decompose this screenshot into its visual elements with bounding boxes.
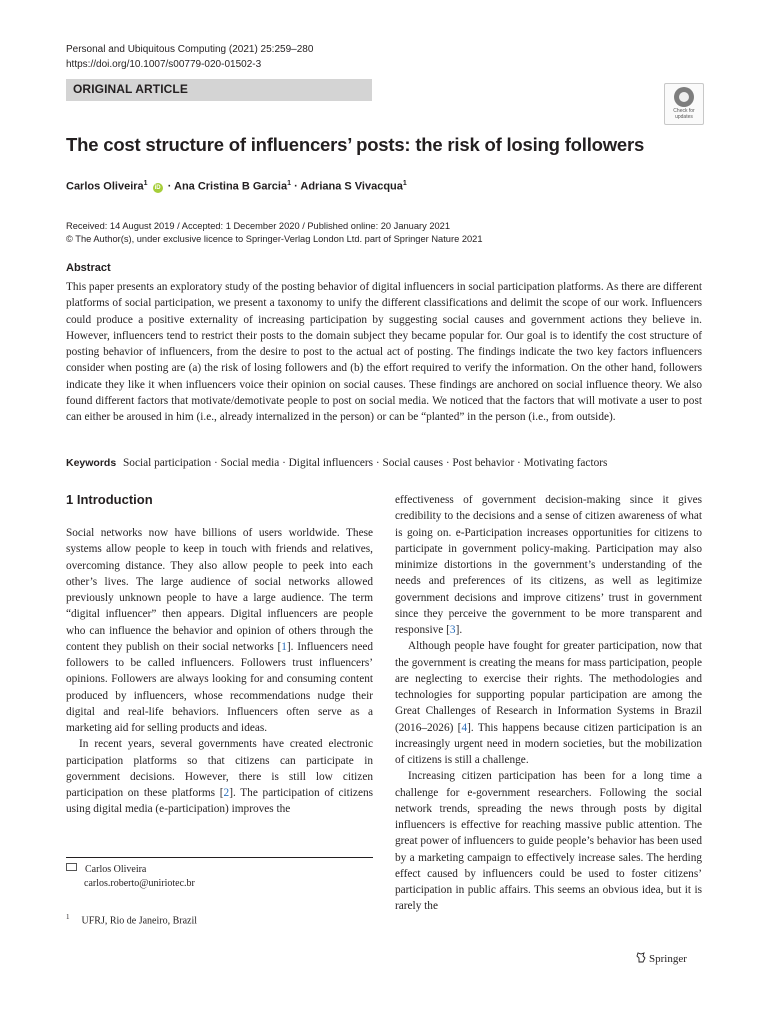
crossmark-icon[interactable]	[664, 83, 704, 125]
body-paragraph: In recent years, several governments have created electronic participation platforms so that citizens can participate in government decisions. However, there is still low citizen participation on these platforms [2]. The participation of citizens using digital media (e-participation) improves the	[66, 738, 373, 816]
body-paragraph: Although people have fought for greater participation, now that the government is creating the means for mass participation, people are neglecting to exercise their rights. The methodologies and technologies for supporting popular participation are among the Great Challenges of Research in Information Systems in Brazil (2016–2026) [4]. This happens because citizen participation is an increasingly urgent need in modern societies, but the mobilization of citizens is still a challenge.	[395, 640, 702, 766]
author-name[interactable]: Ana Cristina B Garcia	[174, 180, 288, 193]
author-name[interactable]: Carlos Oliveira	[66, 180, 144, 193]
keywords-heading: Keywords	[66, 457, 117, 469]
citation-link[interactable]: 1	[281, 640, 287, 653]
publisher-logo	[636, 952, 687, 965]
author-list	[66, 180, 407, 193]
paper-title: The cost structure of influencers’ posts: the risk of losing followers	[66, 134, 645, 155]
citation-link[interactable]: 4	[461, 721, 468, 734]
affiliation-text: UFRJ, Rio de Janeiro, Brazil	[81, 915, 198, 927]
keywords-text: Social participation · Social media · Digital influencers · Social causes · Post behavior · Motivating factors	[123, 457, 608, 469]
publisher-name: Springer	[649, 953, 687, 965]
copyright-line: © The Author(s), under exclusive licence to Springer-Verlag London Ltd. part of Springer Nature 2021	[66, 234, 483, 244]
body-paragraph: effectiveness of government decision-making since it gives credibility to the decisions and a sense of citizen awareness of what is going on. e-Participation increases opportunities for citizens to participate in government policy-making. Participation may also minimize distortions in the government’s understanding of the needs and preferences of its citizens, as well as legitimize government decisions and improve citizens’ trust in government since they perceive the government to be more transparent and responsive [3].	[395, 494, 702, 636]
envelope-icon	[66, 863, 77, 871]
corresponding-author-note	[66, 863, 195, 891]
crossmark-badge	[674, 87, 694, 107]
author-affil: 1	[287, 180, 291, 187]
body-column-left	[66, 525, 373, 818]
body-column-right	[395, 492, 702, 915]
orcid-icon[interactable]: iD	[154, 184, 161, 191]
date-history: Received: 14 August 2019 / Accepted: 1 December 2020 / Published online: 20 January 2021	[66, 221, 451, 231]
doi-link[interactable]: https://doi.org/10.1007/s00779-020-01502-3	[66, 59, 262, 70]
body-paragraph: Social networks now have billions of users worldwide. These systems allow people to keep in touch with friends and relatives, overcoming distance. They also allow people to peek into each other’s lives. The large audience of social networks allowed previously unknown people to have a large audience. The term “digital influencer” then appears. Digital influencers are people who can influence the behavior and opinion of others through the content they publish on their social networks [1]. Influencers need followers to be called influencers. Followers trust influencers’ opinions. Followers are always looking for and consuming content produced by influencers, whose recommendations nudge their digital and real-life behaviors. Influencers often serve as a marketing aid for selling products and ideas.	[66, 527, 374, 734]
citation-link[interactable]: 2	[223, 787, 230, 799]
footnote-divider	[66, 857, 373, 858]
publication-dates	[66, 220, 483, 246]
author-affil: 1	[402, 180, 407, 187]
contact-email[interactable]: carlos.roberto@uniriotec.br	[84, 878, 195, 889]
article-type-banner	[66, 79, 372, 101]
crossmark-label-line1: Check for	[673, 108, 695, 114]
author-separator: ·	[294, 180, 301, 193]
abstract-text: This paper presents an exploratory study of the posting behavior of digital influencers in social participation platforms. As there are different platforms of social participation, we present a taxonomy to unify the different classifications and delimit the scope of our work. Influencers could produce a positive externality of increasing participation by suggesting social causes and government actions they believe in. However, influencers tend to restrict their posts to the domain subject they became popular for. Our goal is to identify the cost structure of posting behavior of influencers, from the desire to post to the actual act of posting. The findings indicate the two key factors influencers consider when posting are (a) the risk of losing followers and (b) the effort required to verify the information. On the other hand, followers indicate they like it when influencers voice their opinion on social causes. These findings are anchored on social influence theory. We also found different factors that motivate/demotivate people to post on social media. We noticed that the factors that will motivate a user to post can either be aroused in him (i.e., already internalized in the person) or can be “planted” in the person (i.e., from outside).	[66, 281, 702, 424]
author-separator: ·	[167, 180, 174, 193]
keywords-line	[66, 457, 607, 469]
affiliation-note	[66, 913, 197, 926]
journal-info	[66, 42, 313, 72]
crossmark-label	[665, 108, 703, 120]
citation-link[interactable]: 3	[449, 624, 456, 636]
author-affil: 1	[143, 180, 148, 187]
body-paragraph: Increasing citizen participation has been for a long time a challenge for e-government researchers. Following the social network trends, spreading the news through posts by digital influencers is effective for reaching massive public attention. The great power of influencers to guide people’s behavior has been used by a marketing campaign to effectively increase sales. The herding effect caused by influencers could be used to foster citizens’ participation in public affairs. This seems an obvious idea, but it is rarely the	[395, 770, 702, 913]
affiliation-number: 1	[66, 913, 70, 921]
springer-horse-icon	[636, 952, 646, 963]
journal-citation: Personal and Ubiquitous Computing (2021) 25:259–280	[66, 44, 314, 55]
crossmark-label-line2: updates	[675, 114, 693, 120]
section-heading: 1 Introduction	[66, 492, 153, 507]
abstract-heading: Abstract	[66, 262, 111, 274]
article-type-label: ORIGINAL ARTICLE	[73, 82, 188, 96]
contact-name: Carlos Oliveira	[85, 864, 147, 875]
author-name[interactable]: Adriana S Vivacqua	[300, 180, 403, 193]
